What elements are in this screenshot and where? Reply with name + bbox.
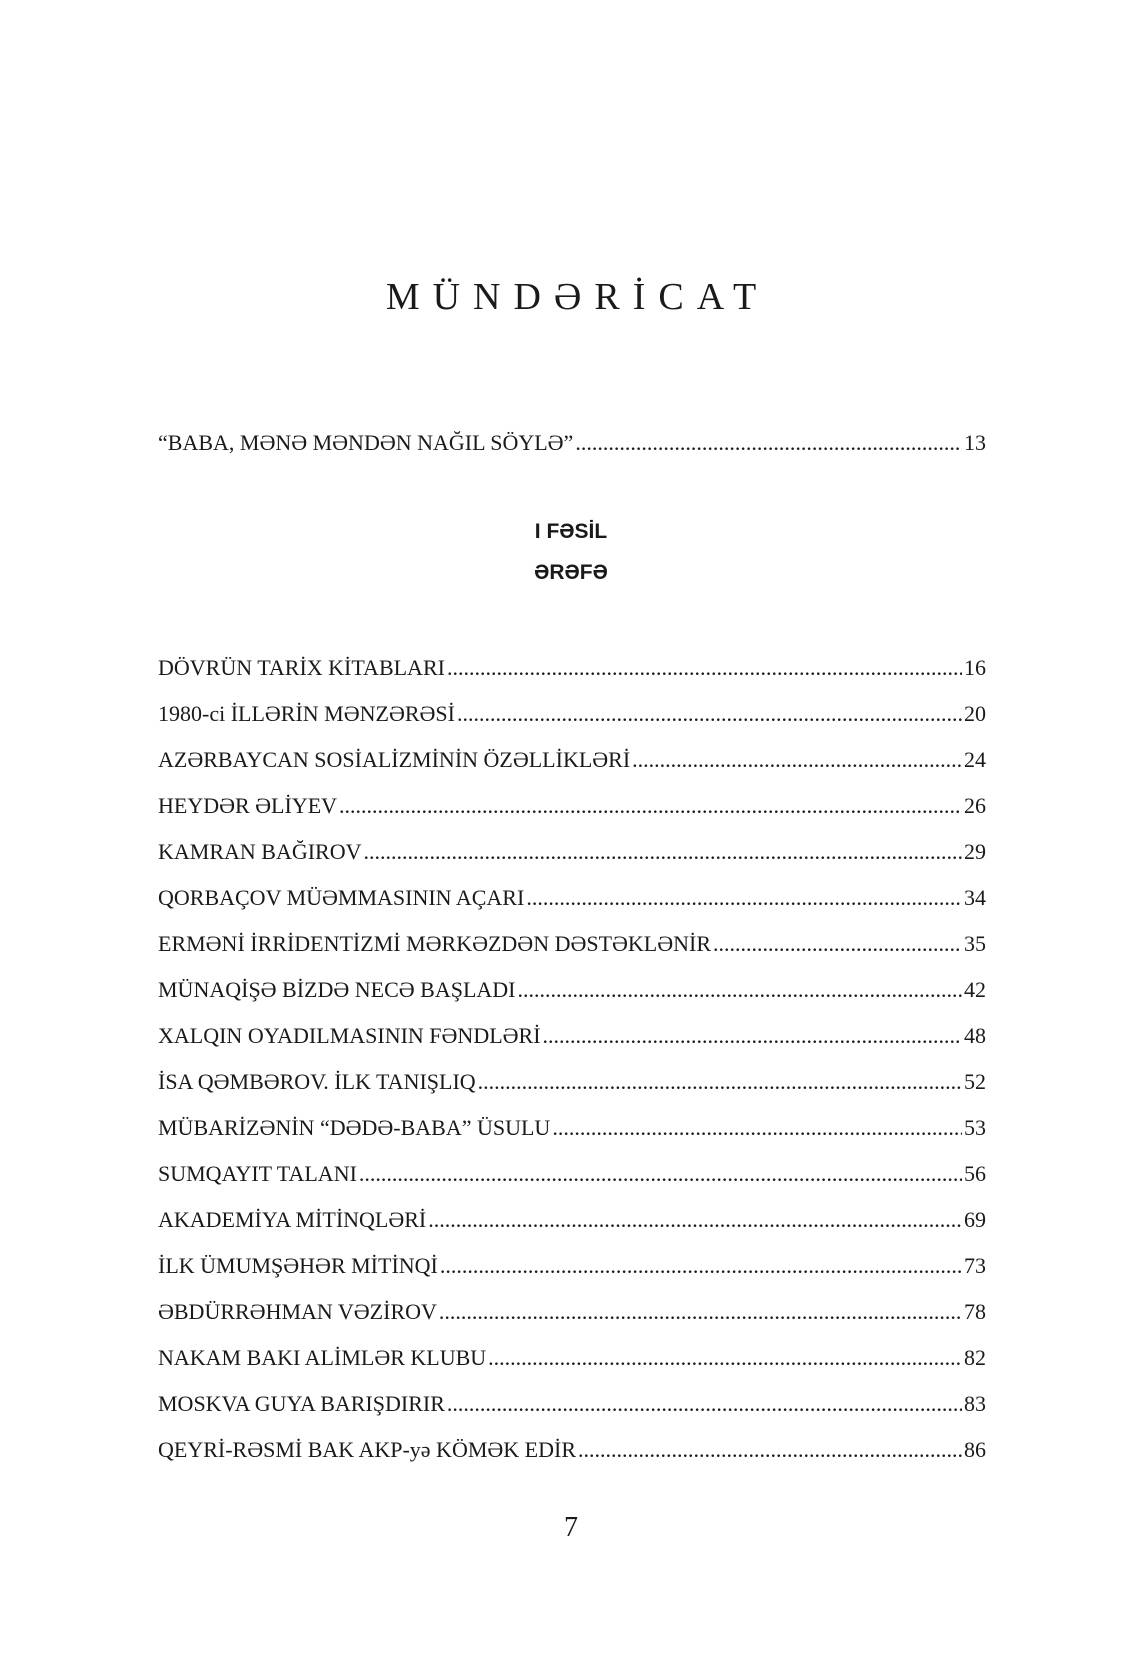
toc-entry[interactable] [158,929,986,959]
toc-leader-dots [518,975,963,1005]
toc-entry[interactable] [158,1343,986,1373]
toc-entry-page: 56 [964,1161,986,1186]
toc-entry-page: 82 [964,1345,986,1370]
toc-entry-page: 24 [964,747,986,772]
toc-entry-page: 53 [964,1115,986,1140]
toc-entry[interactable] [158,1297,986,1327]
toc-entry-title: İSA QƏMBƏROV. İLK TANIŞLIQ [158,1069,476,1094]
page-number: 7 [564,1512,578,1543]
toc-entry[interactable] [158,1113,986,1143]
chapter-label: I FƏSİL [534,520,608,543]
toc-leader-dots [447,1389,962,1419]
toc-leader-dots [364,837,962,867]
toc-entry[interactable] [158,653,986,683]
toc-entry[interactable] [158,1389,986,1419]
toc-entry-page: 26 [964,793,986,818]
toc-entry[interactable] [158,699,986,729]
toc-entry-title: MÜNAQİŞƏ BİZDƏ NECƏ BAŞLADI [158,977,516,1002]
toc-leader-dots [632,745,962,775]
toc-entry-title: İLK ÜMUMŞƏHƏR MİTİNQİ [158,1253,438,1278]
toc-leader-dots [578,1435,962,1465]
toc-entry[interactable] [158,975,986,1005]
toc-entry-title: ƏBDÜRRƏHMAN VƏZİROV [158,1299,437,1324]
toc-entry-title: “BABA, MƏNƏ MƏNDƏN NAĞIL SÖYLƏ” [158,430,574,455]
toc-entry-title: HEYDƏR ƏLİYEV [158,793,338,818]
toc-leader-dots [478,1067,962,1097]
toc-leader-dots [526,883,962,913]
page-title: MÜNDƏRİCAT [385,276,770,318]
toc-entry-page: 16 [964,655,986,680]
toc-entry[interactable] [158,1205,986,1235]
toc-leader-dots [543,1021,962,1051]
toc-entry-page: 78 [964,1299,986,1324]
toc-entry[interactable] [158,1159,986,1189]
toc-entry[interactable] [158,837,986,867]
chapter-name: ƏRƏFƏ [534,561,608,584]
toc-leader-dots [359,1159,962,1189]
toc-entry-title: KAMRAN BAĞIROV [158,839,362,864]
toc-entry-title: SUMQAYIT TALANI [158,1161,357,1186]
toc-entry-page: 69 [964,1207,986,1232]
toc-entry-title: NAKAM BAKI ALİMLƏR KLUBU [158,1345,487,1370]
toc-entry-title: 1980-ci İLLƏRİN MƏNZƏRƏSİ [158,701,455,726]
toc-leader-dots [713,929,962,959]
toc-entry-page: 42 [964,977,986,1002]
toc-entry-page: 34 [964,885,986,910]
toc-leader-dots [488,1343,962,1373]
toc-entry[interactable] [158,1021,986,1051]
toc-entry-title: DÖVRÜN TARİX KİTABLARI [158,655,445,680]
toc-leader-dots [439,1297,962,1327]
toc-entry-title: AZƏRBAYCAN SOSİALİZMİNİN ÖZƏLLİKLƏRİ [158,747,631,772]
toc-entry[interactable] [158,745,986,775]
toc-leader-dots [428,1205,962,1235]
toc-leader-dots [457,699,962,729]
toc-entry-title: XALQIN OYADILMASININ FƏNDLƏRİ [158,1023,541,1048]
toc-entry-page: 86 [964,1437,986,1462]
toc-entry-title: MÜBARİZƏNİN “DƏDƏ-BABA” ÜSULU [158,1115,551,1140]
toc-entry[interactable] [158,883,986,913]
toc-entry-intro[interactable] [158,428,986,458]
toc-entry[interactable] [158,1435,986,1465]
toc-leader-dots [339,791,962,821]
toc-leader-dots [575,428,962,458]
toc-entry-title: MOSKVA GUYA BARIŞDIRIR [158,1391,445,1416]
toc-leader-dots [447,653,962,683]
toc-entry-page: 35 [964,931,986,956]
toc-entry-title: QEYRİ-RƏSMİ BAK AKP-yə KÖMƏK EDİR [158,1437,576,1462]
toc-entry-page: 83 [964,1391,986,1416]
toc-entry-title: QORBAÇOV MÜƏMMASININ AÇARI [158,885,525,910]
toc-entry-page: 20 [964,701,986,726]
toc-entry-page: 73 [964,1253,986,1278]
toc-entry[interactable] [158,1067,986,1097]
toc-entry[interactable] [158,1251,986,1281]
toc-entry[interactable] [158,791,986,821]
toc-entry-page: 52 [964,1069,986,1094]
toc-entry-page: 13 [964,430,986,455]
toc-leader-dots [552,1113,962,1143]
toc-entry-title: ERMƏNİ İRRİDENTİZMİ MƏRKƏZDƏN DƏSTƏKLƏNİR [158,931,712,956]
toc-entry-page: 29 [964,839,986,864]
toc-leader-dots [440,1251,962,1281]
toc-entry-page: 48 [964,1023,986,1048]
toc-entry-title: AKADEMİYA MİTİNQLƏRİ [158,1207,427,1232]
